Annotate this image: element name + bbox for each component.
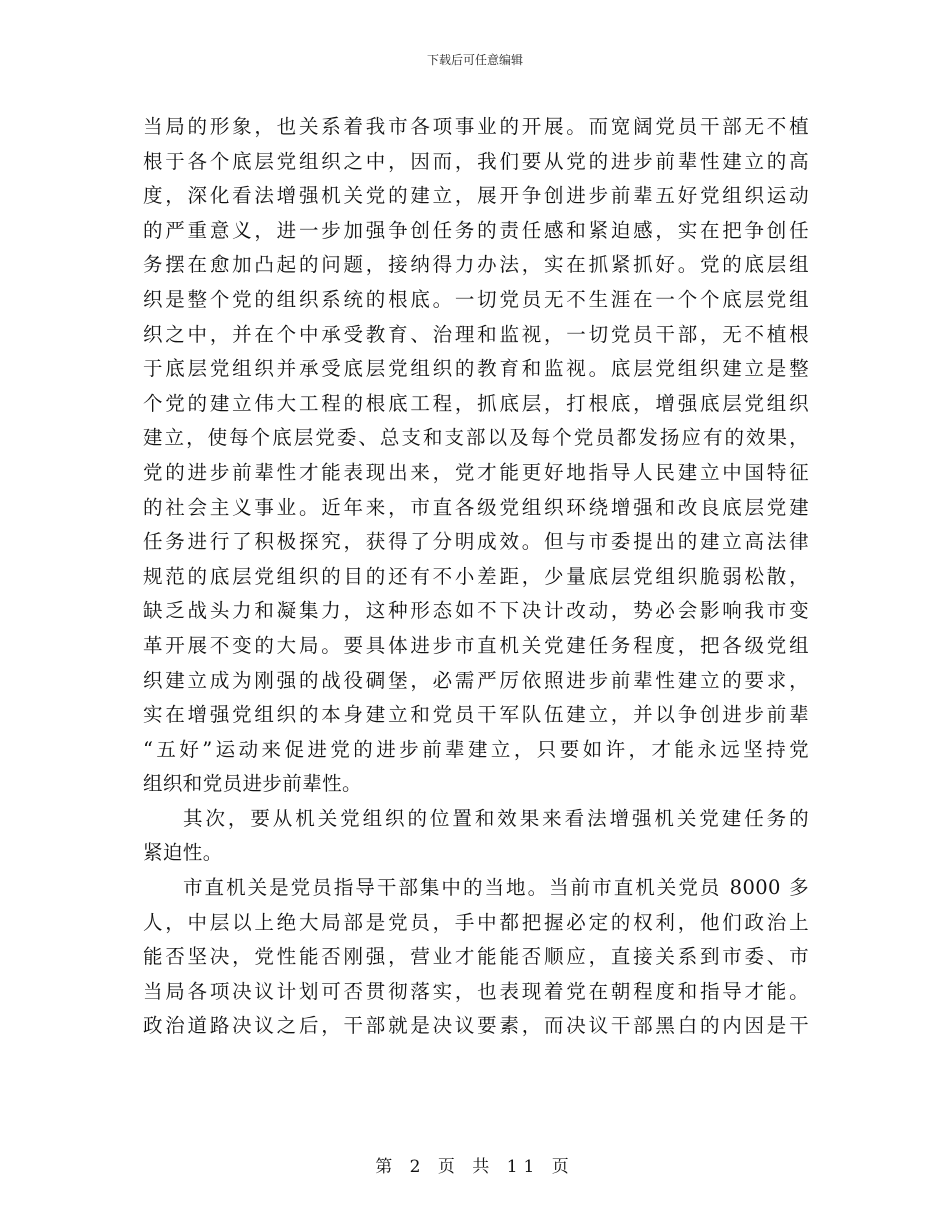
text-line: “五好”运动来促进党的进步前辈建立，只要如许，才能永远坚持党 (143, 737, 809, 761)
text-line: 当局各项决议计划可否贯彻落实，也表现着党在朝程度和指导才能。 (143, 979, 809, 1003)
paragraph-3 (143, 871, 809, 1044)
text-line: 织是整个党的组织系统的根底。一切党员无不生涯在一个个底层党组 (143, 287, 809, 311)
text-line: 紧迫性。 (143, 841, 223, 865)
paragraph-1 (143, 110, 809, 802)
text-line: 务摆在愈加凸起的问题，接纳得力办法，实在抓紧抓好。党的底层组 (143, 253, 809, 277)
text-line: 根于各个底层党组织之中，因而，我们要从党的进步前辈性建立的高 (143, 149, 809, 173)
text-line: 其次，要从机关党组织的位置和效果来看法增强机关党建任务的 (183, 806, 809, 830)
text-line: 政治道路决议之后，干部就是决议要素，而决议干部黑白的内因是干 (143, 1014, 809, 1038)
text-line: 的严重意义，进一步加强争创任务的责任感和紧迫感，实在把争创任 (143, 218, 809, 242)
text-line: 织建立成为刚强的战役碉堡，必需严厉依照进步前辈性建立的要求， (143, 668, 809, 692)
page-header: 下载后可任意编辑 (426, 53, 523, 67)
text-line: 人，中层以上绝大局部是党员，手中都把握必定的权利，他们政治上 (143, 910, 809, 934)
text-line: 组织和党员进步前辈性。 (143, 772, 362, 796)
text-line: 织之中，并在个中承受教育、治理和监视，一切党员干部，无不植根 (143, 322, 809, 346)
page-number-footer: 第 2 页 共 11 页 (375, 1157, 575, 1177)
text-line: 革开展不变的大局。要具体进步市直机关党建任务程度，把各级党组 (143, 633, 809, 657)
text-line: 建立，使每个底层党委、总支和支部以及每个党员都发扬应有的效果， (143, 426, 809, 450)
paragraph-2 (143, 802, 809, 871)
text-line: 当局的形象，也关系着我市各项事业的开展。而宽阔党员干部无不植 (143, 115, 809, 138)
text-line: 缺乏战头力和凝集力，这种形态如不下决计改动，势必会影响我市变 (143, 599, 809, 623)
text-line: 任务进行了积极探究，获得了分明成效。但与市委提出的建立高法律 (143, 530, 809, 554)
text-line: 度，深化看法增强机关党的建立，展开争创进步前辈五好党组织运动 (143, 184, 809, 208)
text-line: 党的进步前辈性才能表现出来，党才能更好地指导人民建立中国特征 (143, 460, 809, 484)
text-line: 市直机关是党员指导干部集中的当地。当前市直机关党员 8000 多 (183, 876, 809, 900)
document-body (143, 110, 809, 1044)
text-line: 于底层党组织并承受底层党组织的教育和监视。底层党组织建立是整 (143, 357, 809, 381)
text-line: 个党的建立伟大工程的根底工程，抓底层，打根底，增强底层党组织 (143, 391, 809, 415)
text-line: 实在增强党组织的本身建立和党员干军队伍建立，并以争创进步前辈 (143, 703, 809, 727)
text-line: 的社会主义事业。近年来，市直各级党组织环绕增强和改良底层党建 (143, 495, 809, 519)
text-line: 规范的底层党组织的目的还有不小差距，少量底层党组织脆弱松散， (143, 564, 809, 588)
text-line: 能否坚决，党性能否刚强，营业才能能否顺应，直接关系到市委、市 (143, 945, 809, 969)
